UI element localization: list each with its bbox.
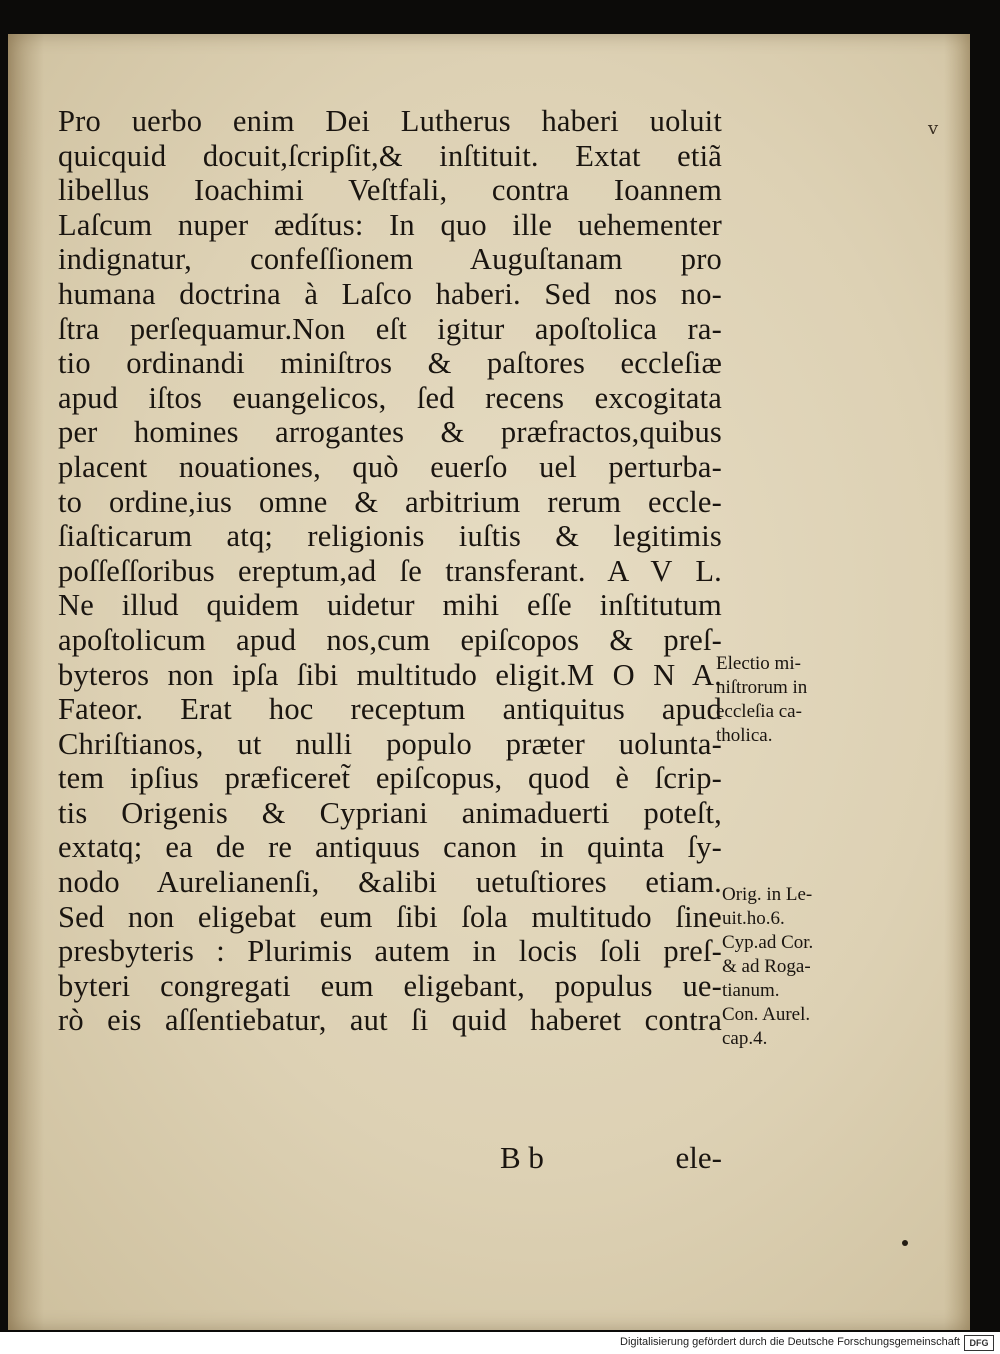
note-line: niſtrorum in (716, 677, 808, 698)
text-line: Laſcum nuper ædítus: In quo ille uehementer (58, 207, 722, 242)
text-line: ſtra perſequamur.Non eſt igitur apoſtolica ra- (58, 311, 722, 346)
text-line: extatq; ea de re antiquus canon in quinta ſy- (58, 830, 722, 865)
note-line: Orig. in Le- (722, 884, 813, 905)
text-line: Sed non eligebat eum ſibi ſola multitudo ſine (58, 899, 722, 934)
text-line: rò eis aſſentiebatur, aut ſi quid haberet contra (58, 1003, 722, 1038)
ink-dot (902, 1240, 908, 1246)
marginal-note-references (722, 883, 813, 1051)
text-line: to ordine,ius omne & arbitrium rerum eccle- (58, 484, 722, 519)
text-line: Fateor. Erat hoc receptum antiquitus apud (58, 692, 722, 727)
gutter-shadow (8, 34, 44, 1330)
note-line: uit.ho.6. (722, 908, 785, 929)
main-text-block (58, 104, 722, 1038)
text-line: apoſtolicum apud nos,cum epiſcopos & preſ- (58, 622, 722, 657)
text-line: Chriſtianos, ut nulli populo præter uolunta- (58, 726, 722, 761)
footer-bar (0, 1332, 1000, 1354)
text-line: placent nouationes, quò euerſo uel perturba- (58, 449, 722, 484)
text-line: libellus Ioachimi Veſtfali, contra Ioannem (58, 173, 722, 208)
text-line: apud iſtos euangelicos, ſed recens excogitata (58, 380, 722, 415)
text-line: Pro uerbo enim Dei Lutherus haberi uoluit (58, 104, 722, 138)
text-line: poſſeſſoribus ereptum,ad ſe transferant. A V L. (58, 553, 722, 588)
note-line: Cyp.ad Cor. (722, 932, 814, 953)
catchword: ele- (675, 1140, 722, 1175)
text-line: nodo Aurelianenſi, &alibi uetuſtiores etiam. (58, 865, 722, 900)
note-line: eccleſia ca- (716, 701, 802, 722)
text-line: indignatur, confeſſionem Auguſtanam pro (58, 242, 722, 277)
page-edge-shadow (944, 34, 970, 1330)
note-line: tianum. (722, 980, 780, 1001)
note-line: tholica. (716, 725, 773, 746)
text-line: presbyteris : Plurimis autem in locis ſoli preſ- (58, 934, 722, 969)
dfg-logo-icon: DFG (964, 1335, 994, 1351)
note-line: & ad Roga- (722, 956, 811, 977)
note-line: Electio mi- (716, 653, 801, 674)
funding-credit: Digitalisierung gefördert durch die Deutsche Forschungsgemeinschaft (620, 1336, 960, 1348)
text-line: quicquid docuit,ſcripſit,& inſtituit. Extat etiã (58, 138, 722, 173)
text-line: tio ordinandi miniſtros & paſtores eccleſiæ (58, 346, 722, 381)
text-line: per homines arrogantes & præfractos,quibus (58, 415, 722, 450)
catchline (500, 1140, 722, 1176)
signature-mark: B b (500, 1140, 544, 1175)
text-line: byteros non ipſa ſibi multitudo eligit.M O N A. (58, 657, 722, 692)
corner-mark: v (928, 118, 939, 139)
text-line: ſiaſticarum atq; religionis iuſtis & legitimis (58, 519, 722, 554)
text-line: tem ipſius præficeret̃ epiſcopus, quod è ſcrip- (58, 761, 722, 796)
text-line: byteri congregati eum eligebant, populus ue- (58, 968, 722, 1003)
text-line: Ne illud quidem uidetur mihi eſſe inſtitutum (58, 588, 722, 623)
marginal-note-electio (716, 652, 807, 748)
note-line: Con. Aurel. (722, 1004, 811, 1025)
note-line: cap.4. (722, 1028, 768, 1049)
text-line: tis Origenis & Cypriani animaduerti poteſt, (58, 795, 722, 830)
text-line: humana doctrina à Laſco haberi. Sed nos no- (58, 276, 722, 311)
